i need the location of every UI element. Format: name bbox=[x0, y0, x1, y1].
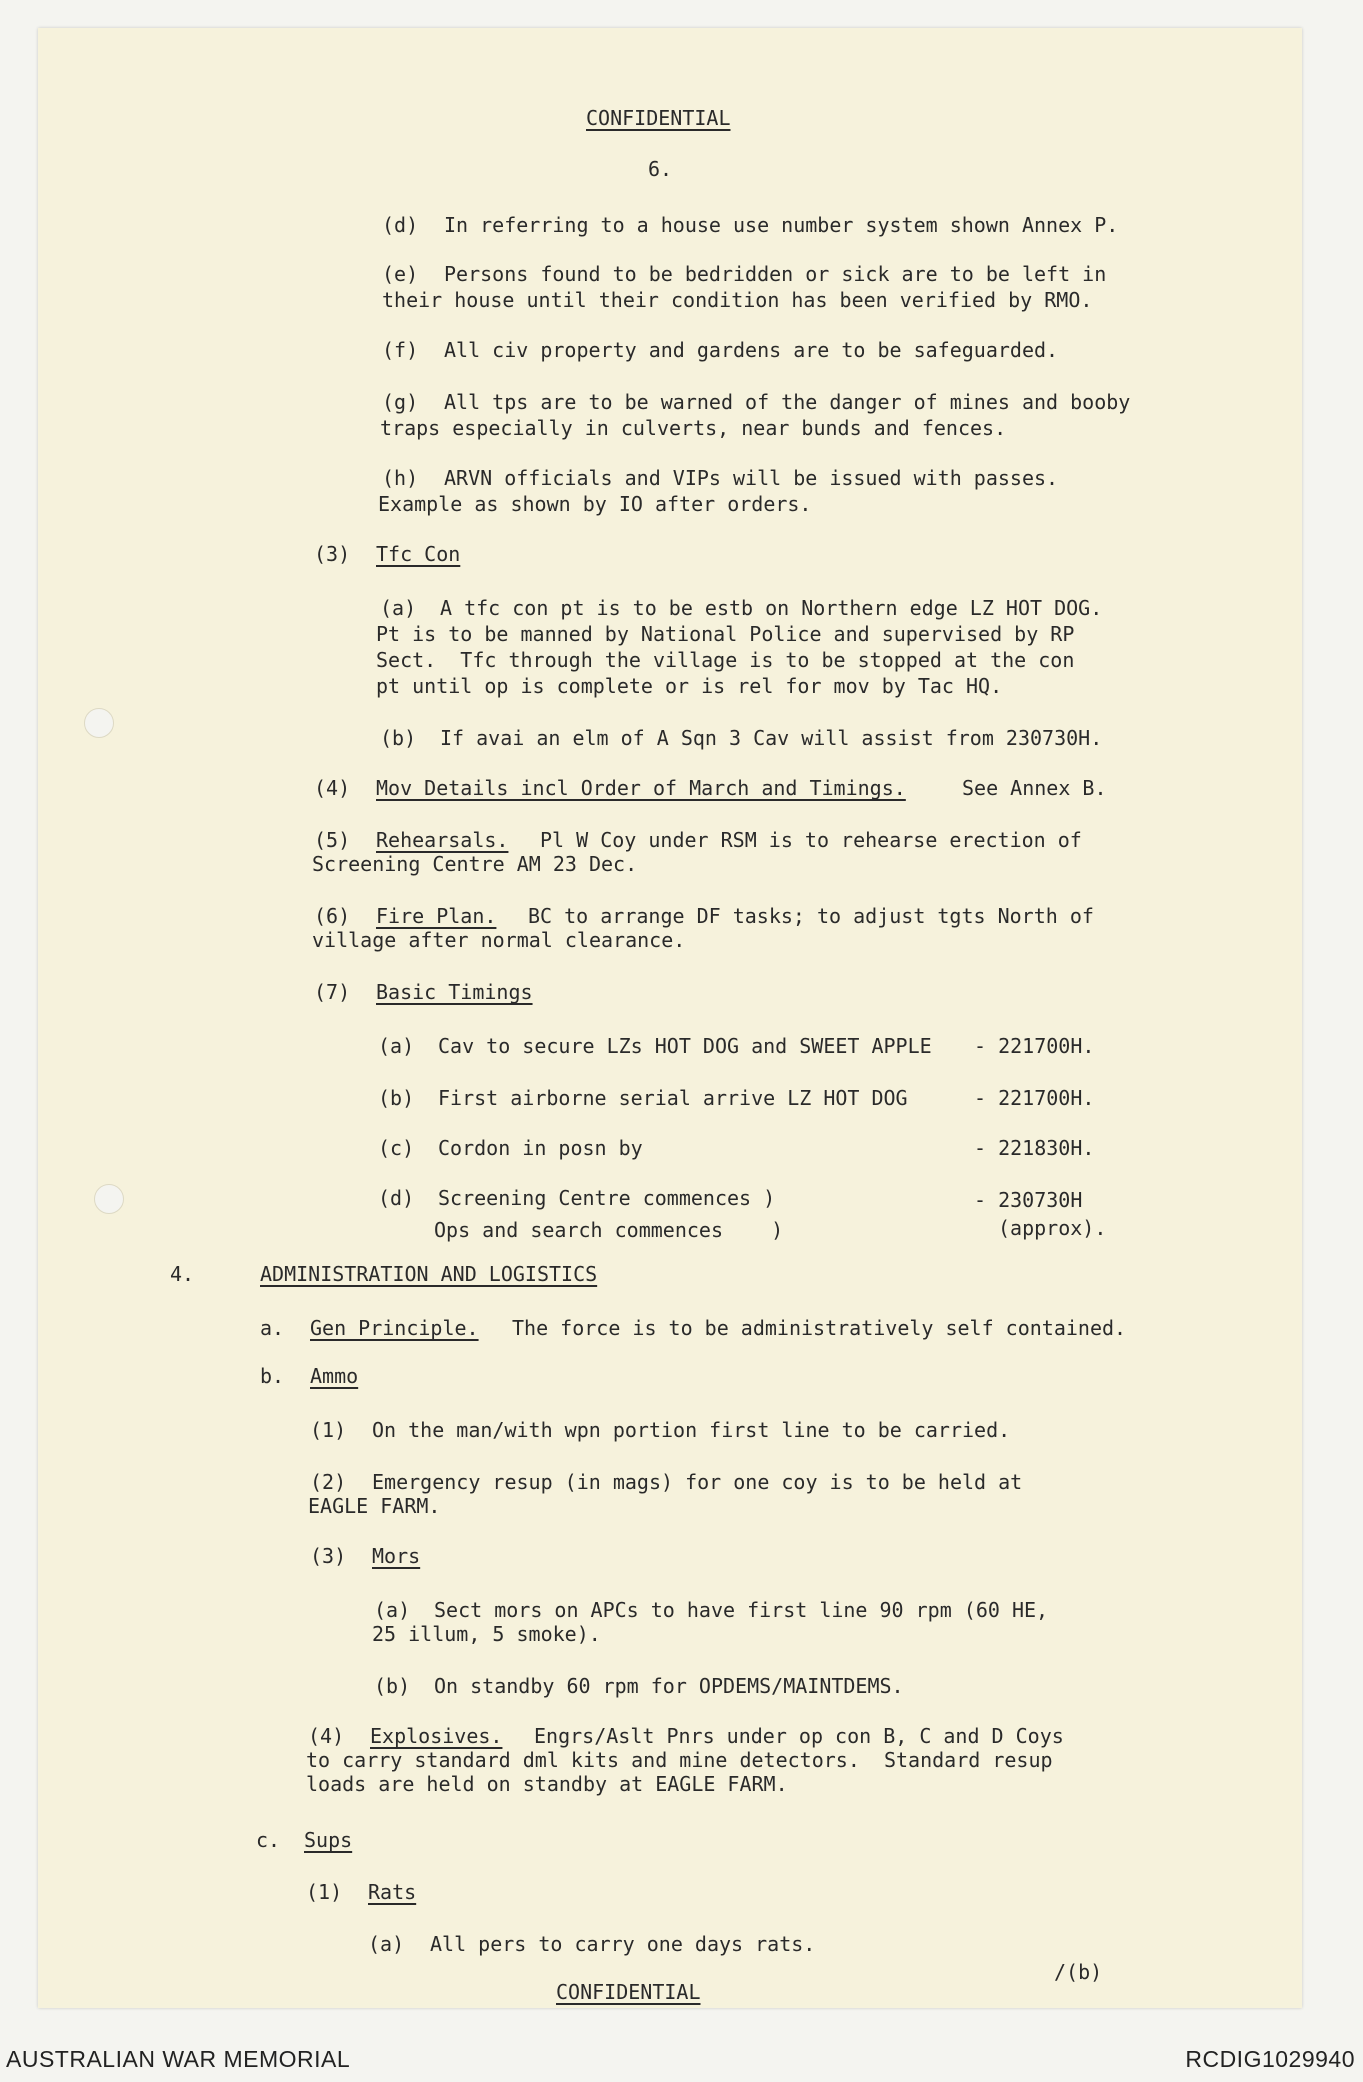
paragraph-line: Sect mors on APCs to have first line 90 rpm (60 HE, bbox=[434, 1598, 1049, 1622]
item-label: (3) bbox=[314, 542, 351, 566]
item-label: (4) bbox=[314, 776, 351, 800]
item-label: (1) bbox=[306, 1880, 343, 1904]
item-label: (a) bbox=[378, 1034, 415, 1058]
punch-hole bbox=[84, 708, 114, 738]
section-heading: Mov Details incl Order of March and Timings. bbox=[376, 776, 906, 800]
item-label: (2) bbox=[310, 1470, 347, 1494]
item-label: (7) bbox=[314, 980, 351, 1004]
classification-header: CONFIDENTIAL bbox=[586, 106, 731, 130]
section-heading: Gen Principle. bbox=[310, 1316, 479, 1340]
item-label: a. bbox=[260, 1316, 285, 1340]
timing-value: - 230730H bbox=[974, 1188, 1083, 1212]
item-label: (b) bbox=[380, 726, 417, 750]
paragraph-line: All tps are to be warned of the danger of mines and booby bbox=[444, 390, 1131, 414]
paragraph-line: On standby 60 rpm for OPDEMS/MAINTDEMS. bbox=[434, 1674, 904, 1698]
continuation-marker: /(b) bbox=[1054, 1960, 1103, 1984]
timing-value: - 221700H. bbox=[974, 1086, 1095, 1110]
paragraph-line: BC to arrange DF tasks; to adjust tgts North of bbox=[528, 904, 1094, 928]
page-number: 6. bbox=[648, 157, 673, 181]
classification-footer: CONFIDENTIAL bbox=[556, 1980, 701, 2004]
paragraph-line: On the man/with wpn portion first line to be carried. bbox=[372, 1418, 1011, 1442]
paragraph-line: In referring to a house use number system shown Annex P. bbox=[444, 213, 1119, 237]
paragraph-line: pt until op is complete or is rel for mov by Tac HQ. bbox=[376, 674, 1003, 698]
section-heading: Sups bbox=[304, 1828, 353, 1852]
paragraph-line: ARVN officials and VIPs will be issued with passes. bbox=[444, 466, 1059, 490]
item-label: (6) bbox=[314, 904, 351, 928]
item-label: (b) bbox=[374, 1674, 411, 1698]
section-heading: Rats bbox=[368, 1880, 417, 1904]
item-label: (e) bbox=[382, 262, 419, 286]
paragraph-line: to carry standard dml kits and mine detectors. Standard resup bbox=[306, 1748, 1053, 1772]
timing-text: First airborne serial arrive LZ HOT DOG bbox=[438, 1086, 908, 1110]
paragraph-line: Emergency resup (in mags) for one coy is to be held at bbox=[372, 1470, 1023, 1494]
item-label: (4) bbox=[308, 1724, 345, 1748]
paragraph-line: A tfc con pt is to be estb on Northern edge LZ HOT DOG. bbox=[440, 596, 1103, 620]
item-label: c. bbox=[256, 1828, 281, 1852]
paragraph-line: traps especially in culverts, near bunds and fences. bbox=[380, 416, 1007, 440]
paragraph-line: Pl W Coy under RSM is to rehearse erection of bbox=[540, 828, 1082, 852]
item-label: (1) bbox=[310, 1418, 347, 1442]
paragraph-line: Example as shown by IO after orders. bbox=[378, 492, 812, 516]
document-page bbox=[38, 28, 1302, 2008]
timing-text: Cav to secure LZs HOT DOG and SWEET APPLE bbox=[438, 1034, 932, 1058]
item-label: (h) bbox=[382, 466, 419, 490]
paragraph-line: Screening Centre AM 23 Dec. bbox=[312, 852, 638, 876]
paragraph-line: village after normal clearance. bbox=[312, 928, 686, 952]
item-label: (d) bbox=[378, 1186, 415, 1210]
item-label: (c) bbox=[378, 1136, 415, 1160]
item-label: (g) bbox=[382, 390, 419, 414]
section-heading: Basic Timings bbox=[376, 980, 533, 1004]
archive-name: AUSTRALIAN WAR MEMORIAL bbox=[6, 2046, 351, 2072]
item-label: (a) bbox=[374, 1598, 411, 1622]
paragraph-line: All civ property and gardens are to be safeguarded. bbox=[444, 338, 1059, 362]
section-heading: Ammo bbox=[310, 1364, 359, 1388]
paragraph-line: Sect. Tfc through the village is to be stopped at the con bbox=[376, 648, 1075, 672]
section-heading: Mors bbox=[372, 1544, 421, 1568]
paragraph-line: Persons found to be bedridden or sick are to be left in bbox=[444, 262, 1107, 286]
section-heading: Fire Plan. bbox=[376, 904, 497, 928]
paragraph-line: EAGLE FARM. bbox=[308, 1494, 441, 1518]
item-label: (3) bbox=[310, 1544, 347, 1568]
section-heading: Tfc Con bbox=[376, 542, 461, 566]
timing-value: - 221830H. bbox=[974, 1136, 1095, 1160]
paragraph-line: 25 illum, 5 smoke). bbox=[372, 1622, 601, 1646]
timing-text: Cordon in posn by bbox=[438, 1136, 643, 1160]
item-label: (f) bbox=[382, 338, 419, 362]
section-number: 4. bbox=[170, 1262, 195, 1286]
punch-hole bbox=[94, 1184, 124, 1214]
timing-text: Screening Centre commences ) bbox=[438, 1186, 776, 1210]
paragraph-line: The force is to be administratively self contained. bbox=[512, 1316, 1127, 1340]
paragraph-line: loads are held on standby at EAGLE FARM. bbox=[306, 1772, 788, 1796]
paragraph-line: Engrs/Aslt Pnrs under op con B, C and D Coys bbox=[534, 1724, 1064, 1748]
item-label: (b) bbox=[378, 1086, 415, 1110]
timing-text: Ops and search commences ) bbox=[434, 1218, 784, 1242]
paragraph-line: their house until their condition has been verified by RMO. bbox=[382, 288, 1093, 312]
archive-reference: RCDIG1029940 bbox=[1185, 2046, 1355, 2072]
paragraph-line: See Annex B. bbox=[962, 776, 1107, 800]
item-label: (a) bbox=[368, 1932, 405, 1956]
item-label: (d) bbox=[382, 213, 419, 237]
item-label: b. bbox=[260, 1364, 285, 1388]
paragraph-line: If avai an elm of A Sqn 3 Cav will assist from 230730H. bbox=[440, 726, 1103, 750]
section-heading: ADMINISTRATION AND LOGISTICS bbox=[260, 1262, 598, 1286]
section-heading: Explosives. bbox=[370, 1724, 503, 1748]
paragraph-line: All pers to carry one days rats. bbox=[430, 1932, 816, 1956]
timing-value: - 221700H. bbox=[974, 1034, 1095, 1058]
item-label: (a) bbox=[380, 596, 417, 620]
section-heading: Rehearsals. bbox=[376, 828, 509, 852]
timing-value: (approx). bbox=[998, 1216, 1107, 1240]
item-label: (5) bbox=[314, 828, 351, 852]
paragraph-line: Pt is to be manned by National Police and supervised by RP bbox=[376, 622, 1075, 646]
